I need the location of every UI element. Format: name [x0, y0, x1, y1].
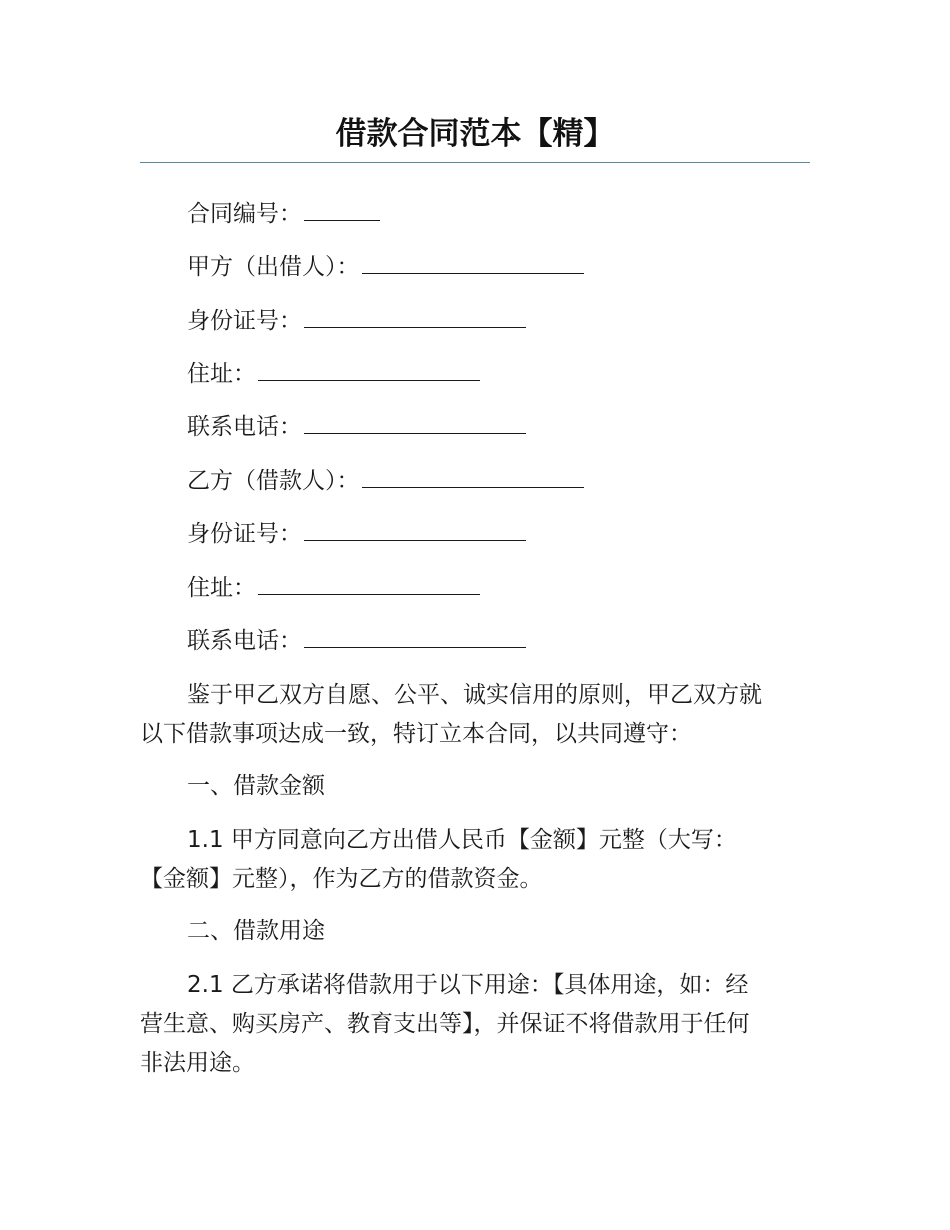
- section-heading-loan-purpose: 二、借款用途: [187, 918, 325, 944]
- borrower-name-field: [187, 464, 584, 498]
- field-label: 甲方（出借人）：: [187, 254, 360, 280]
- lender-address-field: [187, 357, 480, 391]
- lender-name-field: [187, 250, 584, 284]
- preamble-paragraph: [140, 676, 812, 754]
- paragraph-line: 以下借款事项达成一致，特订立本合同，以共同遵守：: [140, 721, 692, 747]
- fill-in-blank[interactable]: [362, 251, 584, 274]
- field-label: 乙方（借款人）：: [187, 468, 360, 494]
- paragraph-line: 营生意、购买房产、教育支出等】，并保证不将借款用于任何: [140, 1011, 750, 1037]
- lender-id-field: [187, 304, 526, 338]
- paragraph-line: 2.1 乙方承诺将借款用于以下用途：【具体用途，如：经: [187, 972, 749, 998]
- borrower-address-field: [187, 571, 480, 605]
- clause-1-1: [140, 821, 812, 899]
- lender-phone-field: [187, 410, 526, 444]
- fill-in-blank[interactable]: [304, 625, 526, 648]
- clause-2-1: [140, 966, 812, 1083]
- field-label: 合同编号：: [187, 201, 302, 227]
- contract-number-field: [187, 197, 380, 231]
- field-label: 身份证号：: [187, 308, 302, 334]
- paragraph-line: 鉴于甲乙双方自愿、公平、诚实信用的原则，甲乙双方就: [187, 682, 762, 708]
- fill-in-blank[interactable]: [362, 465, 584, 488]
- section-heading-loan-amount: 一、借款金额: [187, 773, 325, 799]
- field-label: 住址：: [187, 361, 256, 387]
- fill-in-blank[interactable]: [304, 305, 526, 328]
- borrower-phone-field: [187, 624, 526, 658]
- fill-in-blank[interactable]: [258, 358, 480, 381]
- fill-in-blank[interactable]: [304, 198, 380, 221]
- field-label: 联系电话：: [187, 414, 302, 440]
- fill-in-blank[interactable]: [258, 572, 480, 595]
- paragraph-line: 【金额】元整），作为乙方的借款资金。: [140, 866, 543, 892]
- document-page: [140, 0, 810, 1230]
- document-title: 借款合同范本【精】: [335, 116, 615, 152]
- paragraph-line: 非法用途。: [140, 1050, 255, 1076]
- field-label: 身份证号：: [187, 521, 302, 547]
- field-label: 住址：: [187, 575, 256, 601]
- borrower-id-field: [187, 517, 526, 551]
- paragraph-line: 1.1 甲方同意向乙方出借人民币【金额】元整（大写：: [187, 827, 737, 853]
- title-underline: [140, 162, 810, 163]
- fill-in-blank[interactable]: [304, 411, 526, 434]
- field-label: 联系电话：: [187, 628, 302, 654]
- fill-in-blank[interactable]: [304, 518, 526, 541]
